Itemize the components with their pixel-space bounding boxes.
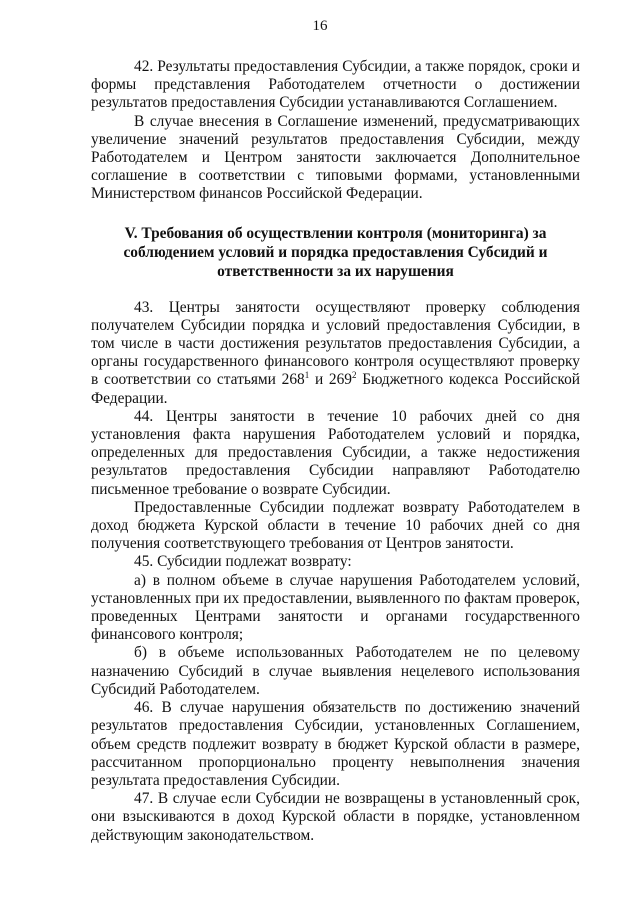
paragraph-43-text-1: 43. Центры занятости осуществляют проверку соблюдения получателем Субсидии порядка и условий предоставления Субсидии, в том числе в части достижения результатов предоставления Субсидии, а органы государственного финансового контроля осуществляют проверку в соответствии со статьями 268 xyxy=(91,298,580,389)
paragraph-45-a: а) в полном объеме в случае нарушения Работодателем условий, установленных при их предоставлении, выявленного по фактам проверок, проведенных Центрами занятости и органами государственного финансового контроля; xyxy=(91,571,580,644)
paragraph-43-text-2: и 269 xyxy=(309,371,352,389)
paragraph-45-b: б) в объеме использованных Работодателем не по целевому назначению Субсидий в случае выявления нецелевого использования Субсидий Работодателем. xyxy=(91,644,580,698)
paragraph-44: 44. Центры занятости в течение 10 рабочих дней со дня установления факта нарушения Работодателем условий и порядка, определенных для предоставления Субсидии, а также недостижения результатов предоставления Субсидии направляют Работодателю письменное требование о возврате Субсидии. xyxy=(91,407,580,498)
superscript-2: 2 xyxy=(352,370,357,381)
paragraph-47: 47. В случае если Субсидии не возвращены в установленный срок, они взыскиваются в доход Курской области в порядке, установленном действующим законодательством. xyxy=(91,790,580,844)
paragraph-43 xyxy=(91,299,580,408)
section-heading xyxy=(91,224,580,281)
superscript-1: 1 xyxy=(304,370,310,381)
section-heading-line-3: ответственности за их нарушения xyxy=(217,262,454,280)
section-heading-line-1: V. Требования об осуществлении контроля (мониторинга) за xyxy=(124,224,547,242)
paragraph-42: 42. Результаты предоставления Субсидии, а также порядок, сроки и формы представления Работодателем отчетности о достижении результатов предоставления Субсидии устанавливаются Соглашением. xyxy=(91,58,580,112)
paragraph-agreement-changes: В случае внесения в Соглашение изменений, предусматривающих увеличение значений результатов предоставления Субсидии, между Работодателем и Центром занятости заключается Дополнительное соглашение в соответствии с типовыми формами, установленными Министерством финансов Российской Федерации. xyxy=(91,112,580,203)
paragraph-refund-term: Предоставленные Субсидии подлежат возврату Работодателем в доход бюджета Курской области в течение 10 рабочих дней со дня получения соответствующего требования от Центров занятости. xyxy=(91,498,580,553)
section-heading-line-2: соблюдением условий и порядка предоставления Субсидий и xyxy=(123,243,548,261)
paragraph-46: 46. В случае нарушения обязательств по достижению значений результатов предоставления Субсидии, установленных Соглашением, объем средств подлежит возврату в бюджет Курской области в размере, рассчитанном пропорционально проценту невыполнения значения результата предоставления Субсидии. xyxy=(91,699,580,789)
page-number: 16 xyxy=(312,18,328,34)
document-body xyxy=(91,58,580,845)
paragraph-45: 45. Субсидии подлежат возврату: xyxy=(134,553,352,571)
paragraph-43-text-3: Бюджетного кодекса Российской Федерации. xyxy=(91,371,580,407)
